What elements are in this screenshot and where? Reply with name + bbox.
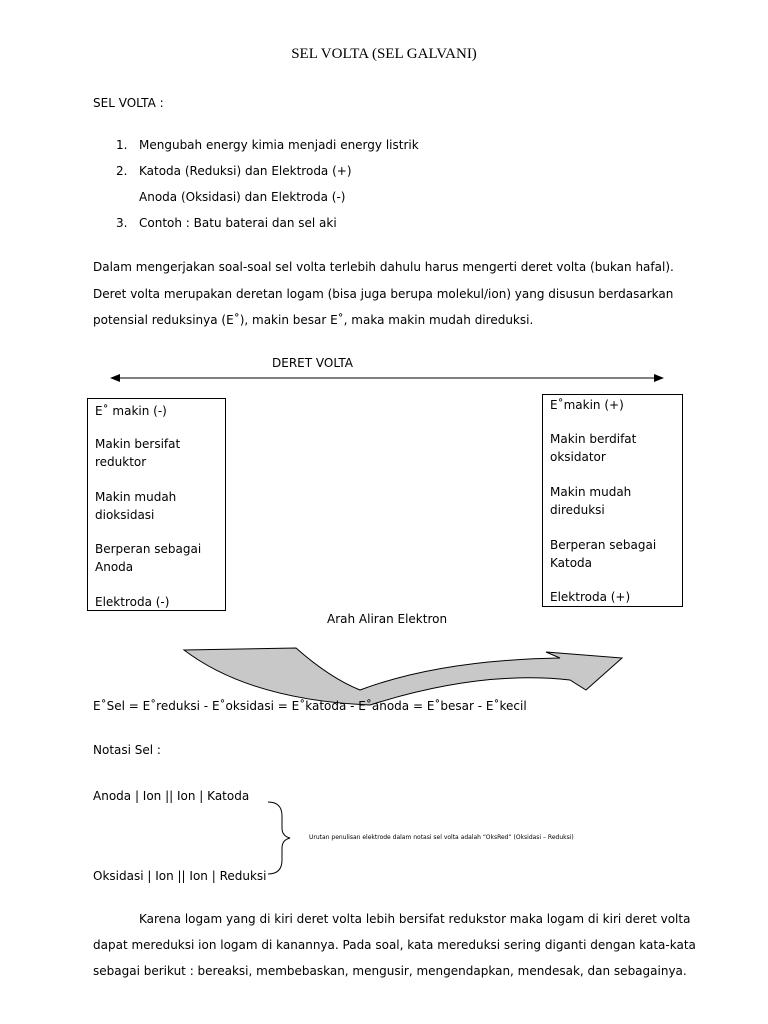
section-heading: SEL VOLTA : (93, 96, 164, 110)
list-item-2b: Anoda (Oksidasi) dan Elektroda (-) (139, 190, 346, 204)
left-box-line: Makin bersifat (95, 437, 181, 451)
right-box-line: Katoda (550, 556, 593, 570)
left-box-line: E˚ makin (-) (95, 404, 167, 418)
left-box (87, 398, 226, 611)
left-box-line: Elektroda (-) (95, 595, 170, 609)
deret-volta-double-arrow (110, 374, 664, 382)
right-box-line: Makin berdifat (550, 432, 637, 446)
notasi-heading: Notasi Sel : (93, 743, 161, 757)
notation-brace (268, 802, 290, 874)
closing-line-3: sebagai berikut : bereaksi, membebaskan, mengusir, mengendapkan, mendesak, dan sebagainya. (93, 964, 687, 978)
right-box (542, 394, 683, 607)
right-box-line: Elektroda (+) (550, 590, 631, 604)
right-box-line: Makin mudah (550, 485, 632, 499)
intro-line-2: Deret volta merupakan deretan logam (bisa juga berupa molekul/ion) yang disusun berdasarkan (93, 287, 674, 301)
page-title: SEL VOLTA (SEL GALVANI) (291, 46, 477, 62)
electron-flow-arrow (184, 648, 622, 705)
list-item-1: Mengubah energy kimia menjadi energy listrik (139, 138, 419, 152)
left-box-line: dioksidasi (95, 508, 155, 522)
list-number-1: 1. (116, 138, 128, 152)
list-number-2: 2. (116, 164, 128, 178)
notasi-line-1: Anoda | Ion || Ion | Katoda (93, 789, 250, 803)
left-box-line: Anoda (95, 560, 134, 574)
left-box-line: Makin mudah (95, 490, 177, 504)
right-box-line: Berperan sebagai (550, 538, 657, 552)
right-box-line: direduksi (550, 503, 605, 517)
intro-line-3: potensial reduksinya (E˚), makin besar E˚, maka makin mudah direduksi. (93, 313, 534, 327)
list-number-3: 3. (116, 216, 128, 230)
list-item-2: Katoda (Reduksi) dan Elektroda (+) (139, 164, 352, 178)
electron-flow-label: Arah Aliran Elektron (327, 612, 448, 626)
cell-potential-formula: E˚Sel = E˚reduksi - E˚oksidasi = E˚katoda - E˚anoda = E˚besar - E˚kecil (93, 699, 527, 713)
left-box-line: reduktor (95, 455, 147, 469)
closing-line-2: dapat mereduksi ion logam di kanannya. Pada soal, kata mereduksi sering diganti dengan kata-kata (93, 938, 696, 952)
right-box-line: oksidator (550, 450, 606, 464)
notasi-note: Urutan penulisan elektrode dalam notasi sel volta adalah “OksRed” (Oksidasi – Reduksi) (309, 834, 574, 841)
right-box-line: E˚makin (+) (550, 398, 624, 412)
notasi-line-2: Oksidasi | Ion || Ion | Reduksi (93, 869, 267, 883)
intro-line-1: Dalam mengerjakan soal-soal sel volta terlebih dahulu harus mengerti deret volta (bukan hafal). (93, 260, 674, 274)
list-item-3: Contoh : Batu baterai dan sel aki (139, 216, 337, 230)
left-box-line: Berperan sebagai (95, 542, 202, 556)
deret-volta-label: DERET VOLTA (272, 356, 353, 370)
closing-line-1: Karena logam yang di kiri deret volta lebih bersifat redukstor maka logam di kiri deret volta (139, 912, 691, 926)
